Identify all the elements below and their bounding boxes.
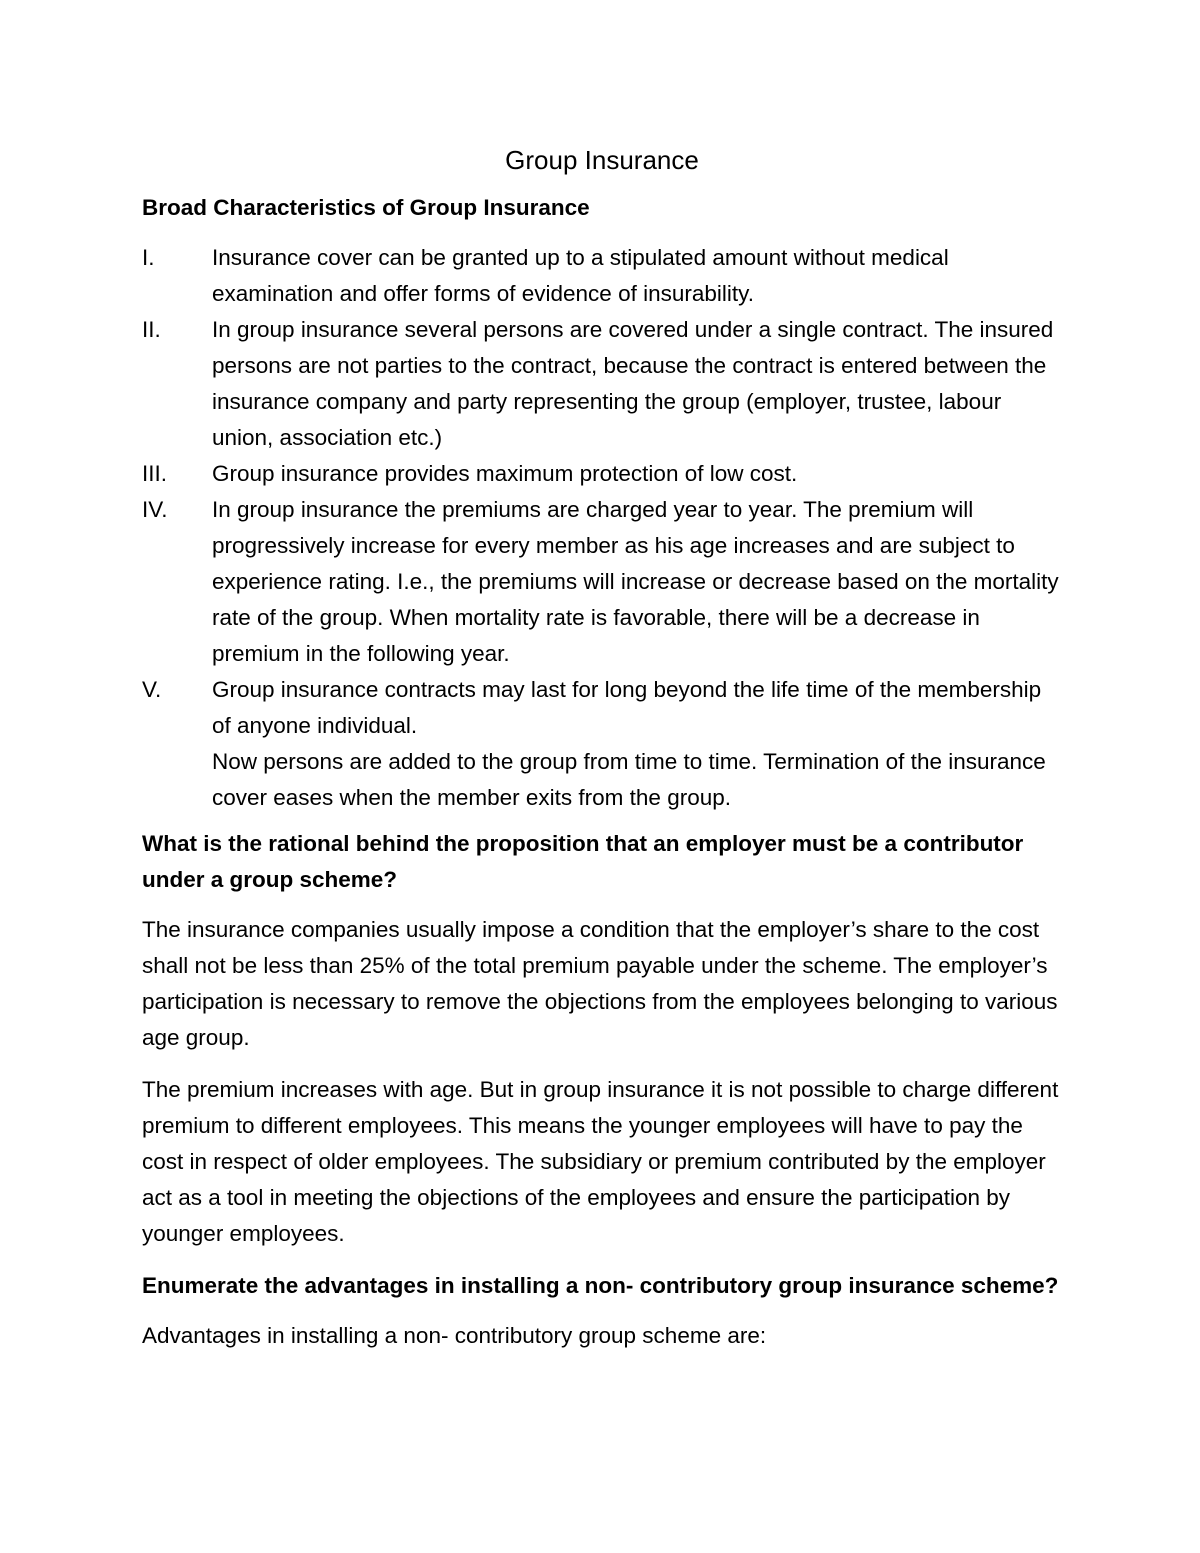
list-item	[142, 240, 1062, 312]
advantages-question: Enumerate the advantages in installing a non- contributory group insurance scheme?	[142, 1273, 1059, 1298]
list-numeral: IV.	[142, 497, 168, 522]
characteristics-list	[142, 240, 1062, 816]
list-item-text: Group insurance provides maximum protection of low cost.	[212, 461, 798, 486]
paragraph: The insurance companies usually impose a condition that the employer’s share to the cost shall not be less than 25% of the total premium payable under the scheme. The employer’s participation is necessary to remove the objections from the employees belonging to various age group.	[142, 917, 1058, 1050]
list-item-text: In group insurance the premiums are charged year to year. The premium will progressively increase for every member as his age increases and are subject to experience rating. I.e., the premiums will increase or decrease based on the mortality rate of the group. When mortality rate is favorable, there will be a decrease in premium in the following year.	[212, 497, 1059, 666]
list-item	[142, 672, 1062, 816]
paragraph: The premium increases with age. But in group insurance it is not possible to charge different premium to different employees. This means the younger employees will have to pay the cost in respect of older employees. The subsidiary or premium contributed by the employer act as a tool in meeting the objections of the employees and ensure the participation by younger employees.	[142, 1077, 1059, 1246]
list-numeral: V.	[142, 677, 162, 702]
list-item-text: Group insurance contracts may last for long beyond the life time of the membership of anyone individual.	[212, 677, 1042, 738]
document-body	[142, 140, 1062, 1370]
list-numeral: II.	[142, 317, 161, 342]
advantages-intro: Advantages in installing a non- contributory group scheme are:	[142, 1323, 767, 1348]
list-item-text: Insurance cover can be granted up to a stipulated amount without medical examination and offer forms of evidence of insurability.	[212, 245, 949, 306]
list-item	[142, 312, 1062, 456]
list-item-text: In group insurance several persons are covered under a single contract. The insured persons are not parties to the contract, because the contract is entered between the insurance company and party representing the group (employer, trustee, labour union, association etc.)	[212, 317, 1054, 450]
document-title: Group Insurance	[505, 145, 699, 175]
employer-contribution-question: What is the rational behind the proposition that an employer must be a contributor under a group scheme?	[142, 831, 1024, 892]
list-numeral: I.	[142, 245, 155, 270]
list-numeral: III.	[142, 461, 168, 486]
list-item	[142, 492, 1062, 672]
list-item-continuation: Now persons are added to the group from time to time. Termination of the insurance cover eases when the member exits from the group.	[212, 749, 1046, 810]
characteristics-heading: Broad Characteristics of Group Insurance	[142, 195, 590, 220]
list-item	[142, 456, 1062, 492]
